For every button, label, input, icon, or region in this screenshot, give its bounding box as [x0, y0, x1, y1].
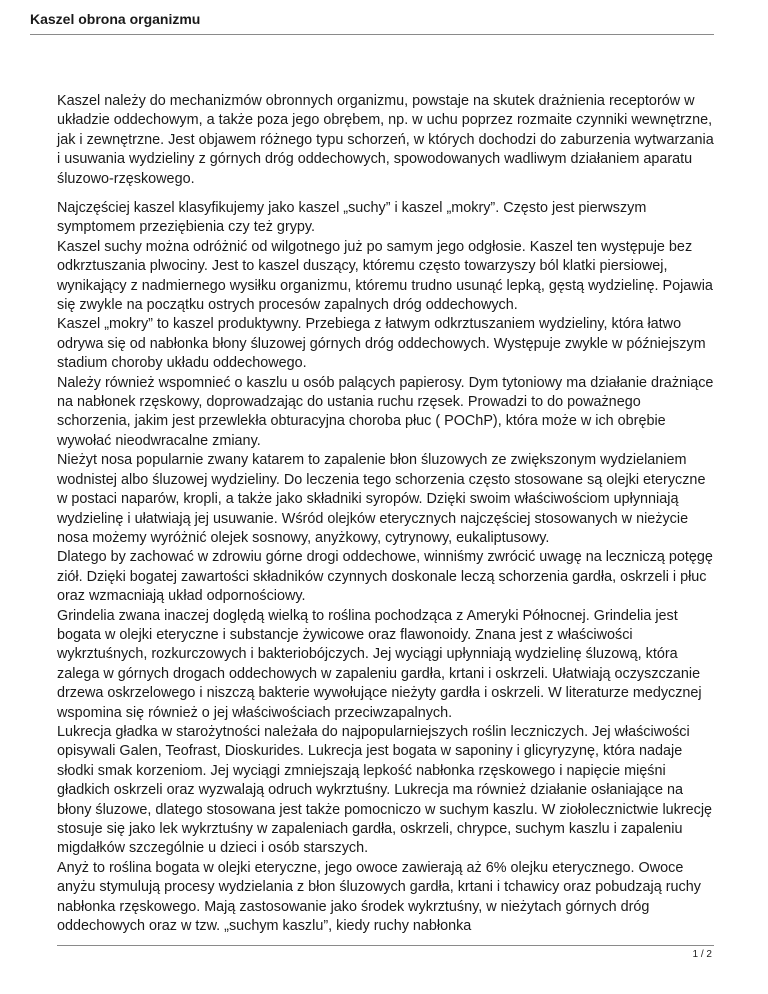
paragraph: Dlatego by zachować w zdrowiu górne drogi oddechowe, winniśmy zwrócić uwagę na leczniczą potęgę ziół. Dzięki bogatej zawartości składników czynnych doskonale leczą schorzenia gardła, oskrzeli i płuc oraz wzmacniają układ odpornościowy. [57, 549, 713, 605]
paragraph: Grindelia zwana inaczej doględą wielką to roślina pochodząca z Ameryki Północnej. Grindelia jest bogata w olejki eteryczne i substancje żywicowe oraz flawonoidy. Znana jest z właściwości wykrztuśnych, rozkurczowych i bakteriobójczych. Jej wyciągi upłynniają wydzielinę śluzową, która zalega w górnych drogach oddechowych w zapaleniu gardła, krtani i oskrzeli. Ułatwiają oczyszczanie drzewa oskrzelowego i niszczą bakterie wywołujące nieżyty gardła i oskrzeli. W literaturze medycznej wspomina się również o jej właściwościach przeciwzapalnych. [57, 607, 702, 721]
header-divider [30, 34, 714, 35]
paragraph: Kaszel suchy można odróżnić od wilgotnego już po samym jego odgłosie. Kaszel ten występuje bez odkrztuszania plwociny. Jest to kaszel duszący, któremu często towarzyszy ból klatki piersiowej, wynikający z nadmiernego wysiłku organizmu, któremu trudno usunąć lepką, gęstą wydzielinę. Pojawia się zwykle na początku ostrych procesów zapalnych dróg oddechowych. [57, 238, 713, 314]
page-number: 1 / 2 [692, 949, 712, 960]
paragraph: Lukrecja gładka w starożytności należała do najpopularniejszych roślin leczniczych. Jej właściwości opisywali Galen, Teofrast, Dioskurides. Lukrecja jest bogata w saponiny i glicyryzynę, która nadaje słodki smak korzeniom. Jej wyciągi zmniejszają lepkość nabłonka rzęskowego i napięcie mięśni gładkich oskrzeli oraz wyzwalają odruch wykrztuśny. Lukrecja ma również działanie osłaniające na błony śluzowe, dlatego stosowana jest także pomocniczo w suchym kaszlu. W ziołolecznictwie lukrecję stosuje się jako lek wykrztuśny w zapaleniach gardła, oskrzeli, chrypce, suchym kaszlu i zapaleniu migdałków szczególnie u dzieci i osób starszych. [57, 723, 713, 857]
paragraph: Anyż to roślina bogata w olejki eteryczne, jego owoce zawierają aż 6% olejku eterycznego. Owoce anyżu stymulują procesy wydzielania z błon śluzowych gardła, krtani i tchawicy oraz pobudzają ruchy nabłonka rzęskowego. Mają zastosowanie jako środek wykrztuśny, w nieżytach górnych dróg oddechowych oraz w tzw. „suchym kaszlu”, kiedy ruchy nabłonka [57, 859, 701, 935]
body-text [57, 199, 717, 936]
intro-paragraph [57, 92, 717, 189]
paragraph: Należy również wspomnieć o kaszlu u osób palących papierosy. Dym tytoniowy ma działanie drażniące na nabłonek rzęskowy, doprowadzając do ustania ruchu rzęsek. Prowadzi to do poważnego schorzenia, jakim jest przewlekła obturacyjna choroba płuc ( POChP), która może w ich obrębie wywołać nieodwracalne zmiany. [57, 374, 714, 449]
document-title: Kaszel obrona organizmu [30, 11, 201, 27]
paragraph: Kaszel „mokry” to kaszel produktywny. Przebiega z łatwym odkrztuszaniem wydzieliny, która łatwo odrywa się od nabłonka błony śluzowej górnych dróg oddechowych. Występuje zwykle w późniejszym stadium choroby układu oddechowego. [57, 316, 706, 372]
paragraph: Kaszel należy do mechanizmów obronnych organizmu, powstaje na skutek drażnienia receptorów w układzie oddechowym, a także poza jego obrębem, np. w uchu poprzez rozmaite czynniki wewnętrzne, jak i zewnętrzne. Jest objawem różnego typu schorzeń, w których dochodzi do zaburzenia wytwarzania i usuwania wydzieliny z górnych dróg oddechowych, spowodowanych wadliwym działaniem aparatu śluzowo-rzęskowego. [57, 93, 714, 187]
footer-divider [57, 945, 714, 946]
paragraph: Nieżyt nosa popularnie zwany katarem to zapalenie błon śluzowych ze zwiększonym wydzielaniem wodnistej albo śluzowej wydzieliny. Do leczenia tego schorzenia często stosowane są olejki eteryczne w postaci naparów, kropli, a także jako składniki syropów. Dzięki swoim właściwościom upłynniają wydzielinę i ułatwiają jej usuwanie. Wśród olejków eterycznych najczęściej stosowanych w nieżycie nosa możemy wyróżnić olejek sosnowy, anyżkowy, cytrynowy, eukaliptusowy. [57, 452, 706, 546]
paragraph: Najczęściej kaszel klasyfikujemy jako kaszel „suchy” i kaszel „mokry”. Często jest pierwszym symptomem przeziębienia czy też grypy. [57, 200, 647, 236]
